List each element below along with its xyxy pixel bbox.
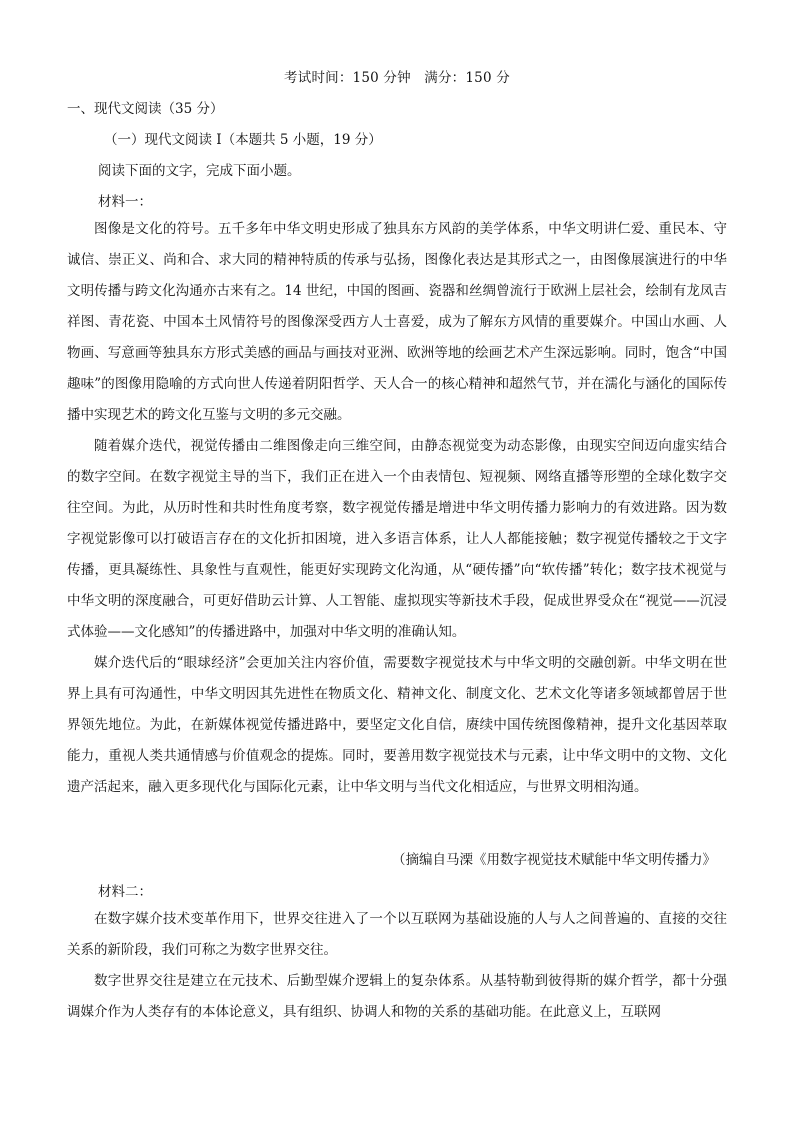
reading-instruction: 阅读下面的文字，完成下面小题。 bbox=[98, 163, 301, 179]
sub-section-title: （一）现代文阅读 I（本题共 5 小题，19 分） bbox=[104, 132, 382, 148]
material-one-paragraph: 媒介迭代后的“眼球经济”会更加关注内容价值，需要数字视觉技术与中华文明的交融创新。中华文明在世界上具有可沟通性，中华文明因其先进性在物质文化、精神文化、制度文化、艺术文化等诸多领域都曾居于世界领先地位。为此，在新媒体视觉传播进路中，要坚定文化自信，赓续中国传统图像精神，提升文化基因萃取能力，重视人类共通情感与价值观念的提炼。同时，要善用数字视觉技术与元素，让中华文明中的文物、文化遗产活起来，融入更多现代化与国际化元素，让中华文明与当代文化相适应，与世界文明相沟通。 bbox=[67, 655, 727, 795]
material-one-label: 材料一： bbox=[98, 194, 152, 210]
material-two-paragraph: 在数字媒介技术变革作用下，世界交往进入了一个以互联网为基础设施的人与人之间普遍的、直接的交往关系的新阶段，我们可称之为数字世界交往。 bbox=[67, 911, 727, 958]
material-two-paragraph: 数字世界交往是建立在元技术、后勤型媒介逻辑上的复杂体系。从基特勒到彼得斯的媒介哲学，都十分强调媒介作为人类存有的本体论意义，具有组织、协调人和物的关系的基础功能。在此意义上，互联网 bbox=[67, 973, 727, 1020]
exam-info: 考试时间：150 分钟 满分：150 分 bbox=[284, 70, 510, 86]
section-title: 一、现代文阅读（35 分） bbox=[67, 101, 224, 117]
material-one-paragraph: 图像是文化的符号。五千多年中华文明史形成了独具东方风韵的美学体系，中华文明讲仁爱、重民本、守诚信、崇正义、尚和合、求大同的精神特质的传承与弘扬，图像化表达是其形式之一，由图像展演进行的中华文明传播与跨文化沟通亦古来有之。14 世纪，中国的图画、瓷器和丝绸曾流行于欧洲上层社会，绘制有龙凤吉祥图、青花瓷、中国本土风情符号的图像深受西方人士喜爱，成为了解东方风情的重要媒介。中国山水画、人物画、写意画等独具东方形式美感的画品与画技对亚洲、欧洲等地的绘画艺术产生深远影响。同时，饱含“中国趣味”的图像用隐喻的方式向世人传递着阴阳哲学、天人合一的核心精神和超然气节，并在濡化与涵化的国际传播中实现艺术的跨文化互鉴与文明的多元交融。 bbox=[67, 221, 727, 423]
material-two-label: 材料二： bbox=[98, 884, 152, 900]
material-one-paragraph: 随着媒介迭代，视觉传播由二维图像走向三维空间，由静态视觉变为动态影像，由现实空间迈向虚实结合的数字空间。在数字视觉主导的当下，我们正在进入一个由表情包、短视频、网络直播等形塑的全球化数字交往空间。为此，从历时性和共时性角度考察，数字视觉传播是增进中华文明传播力影响力的有效进路。因为数字视觉影像可以打破语言存在的文化折扣困境，进入多语言体系，让人人都能接触；数字视觉传播较之于文字传播，更具凝练性、具象性与直观性，能更好实现跨文化沟通，从“硬传播”向“软传播”转化；数字技术视觉与中华文明的深度融合，可更好借助云计算、人工智能、虚拟现实等新技术手段，促成世界受众在“视觉——沉浸式体验——文化感知”的传播进路中，加强对中华文明的准确认知。 bbox=[67, 438, 727, 640]
material-one-source: （摘编自马溧《用数字视觉技术赋能中华文明传播力》 bbox=[392, 852, 716, 868]
